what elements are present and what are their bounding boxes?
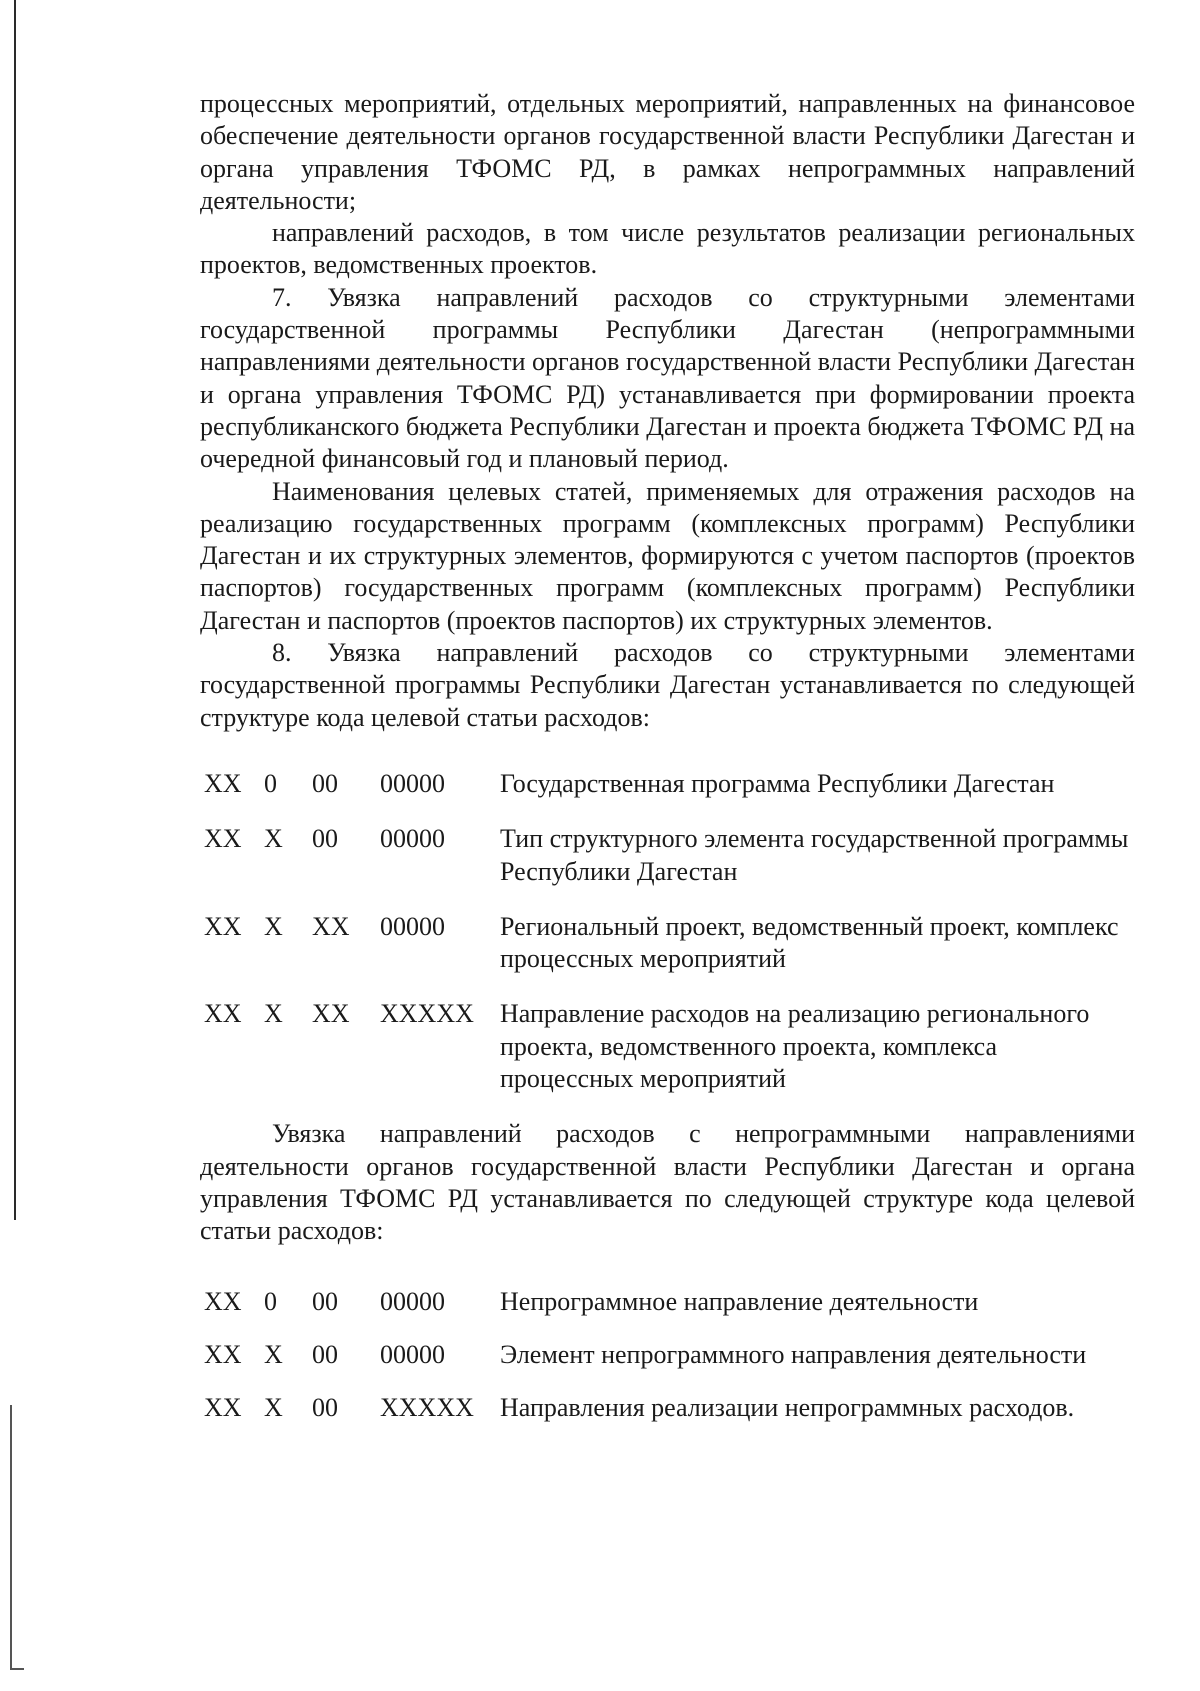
code-part-project: 00 bbox=[312, 768, 338, 798]
code-part-program-code: XX bbox=[204, 768, 242, 798]
code-part-element-type: X bbox=[264, 999, 283, 1029]
code-part-direction: 00000 bbox=[380, 824, 445, 854]
code-row-program bbox=[200, 768, 1135, 800]
paragraph-directions: направлений расходов, в том числе результатов реализации региональных проектов, ведомственных проектов. bbox=[200, 218, 1135, 280]
code-part-direction: 00000 bbox=[380, 1339, 445, 1369]
code-part-project: 00 bbox=[312, 1339, 338, 1369]
code-description: Элемент непрограммного направления деятельности bbox=[500, 1339, 1087, 1369]
code-part-direction: 00000 bbox=[380, 768, 445, 798]
code-part-element-type: X bbox=[264, 911, 283, 941]
code-part-program-code: XX bbox=[204, 1393, 242, 1423]
code-row-nonprogram-direction bbox=[200, 1392, 1135, 1424]
code-row-project bbox=[200, 911, 1135, 976]
code-description: Непрограммное направление деятельности bbox=[500, 1286, 979, 1316]
code-part-direction: 00000 bbox=[380, 911, 445, 941]
program-code-structure-table bbox=[200, 768, 1135, 1095]
scan-edge-line bbox=[14, 0, 16, 1220]
code-row-nonprogram-element bbox=[200, 1339, 1135, 1371]
code-description: Тип структурного элемента государственной программы Республики Дагестан bbox=[500, 824, 1129, 886]
document-body bbox=[200, 88, 1135, 1445]
code-part-project: XX bbox=[312, 999, 350, 1029]
code-part-element-type: X bbox=[264, 1339, 283, 1369]
code-row-nonprogram bbox=[200, 1286, 1135, 1318]
code-part-element-type: 0 bbox=[264, 1286, 277, 1316]
code-row-element-type bbox=[200, 823, 1135, 888]
code-part-direction: XXXXX bbox=[380, 1393, 474, 1423]
code-description: Государственная программа Республики Дагестан bbox=[500, 768, 1055, 798]
nonprogram-code-structure-table bbox=[200, 1286, 1135, 1425]
code-row-expense-direction bbox=[200, 998, 1135, 1095]
paragraph-continuation: процессных мероприятий, отдельных мероприятий, направленных на финансовое обеспечение деятельности органов государственной власти Республики Дагестан и органа управления ТФОМС РД, в рамках непрограммных направлений деятельности; bbox=[200, 89, 1135, 215]
paragraph-target-article-names: Наименования целевых статей, применяемых для отражения расходов на реализацию государственных программ (комплексных программ) Республики Дагестан и их структурных элементов, формируются с учетом паспортов (проектов паспортов) государственных программ (комплексных программ) Республики Дагестан и паспортов (проектов паспортов) их структурных элементов. bbox=[200, 476, 1135, 635]
code-description: Направления реализации непрограммных расходов. bbox=[500, 1393, 1075, 1423]
paragraph-item-7: 7. Увязка направлений расходов со структурными элементами государственной программы Республики Дагестан (непрограммными направлениями деятельности органов государственной власти Республики Дагестан и органа управления ТФОМС РД) устанавливается при формировании проекта республиканского бюджета Республики Дагестан и проекта бюджета ТФОМС РД на очередной финансовый год и плановый период. bbox=[200, 282, 1135, 474]
code-part-project: XX bbox=[312, 911, 350, 941]
code-part-project: 00 bbox=[312, 824, 338, 854]
code-part-project: 00 bbox=[312, 1286, 338, 1316]
code-description: Региональный проект, ведомственный проект, комплекс процессных мероприятий bbox=[500, 911, 1119, 974]
code-part-project: 00 bbox=[312, 1393, 338, 1423]
code-part-program-code: XX bbox=[204, 999, 242, 1029]
code-part-direction: XXXXX bbox=[380, 999, 474, 1029]
code-part-program-code: XX bbox=[204, 1339, 242, 1369]
code-part-program-code: XX bbox=[204, 824, 242, 854]
scan-corner-mark bbox=[10, 1668, 24, 1670]
paragraph-nonprogram: Увязка направлений расходов с непрограммными направлениями деятельности органов государственной власти Республики Дагестан и органа управления ТФОМС РД устанавливается по следующей структуре кода целевой статьи расходов: bbox=[200, 1119, 1135, 1246]
code-description: Направление расходов на реализацию регионального проекта, ведомственного проекта, комплекса процессных мероприятий bbox=[500, 999, 1090, 1094]
code-part-element-type: X bbox=[264, 824, 283, 854]
code-part-program-code: XX bbox=[204, 1286, 242, 1316]
paragraph-item-8: 8. Увязка направлений расходов со структурными элементами государственной программы Республики Дагестан устанавливается по следующей структуре кода целевой статьи расходов: bbox=[200, 638, 1135, 732]
code-part-program-code: XX bbox=[204, 911, 242, 941]
code-part-direction: 00000 bbox=[380, 1286, 445, 1316]
scan-edge-line-lower bbox=[10, 1405, 12, 1670]
code-part-element-type: 0 bbox=[264, 768, 277, 798]
code-part-element-type: X bbox=[264, 1393, 283, 1423]
